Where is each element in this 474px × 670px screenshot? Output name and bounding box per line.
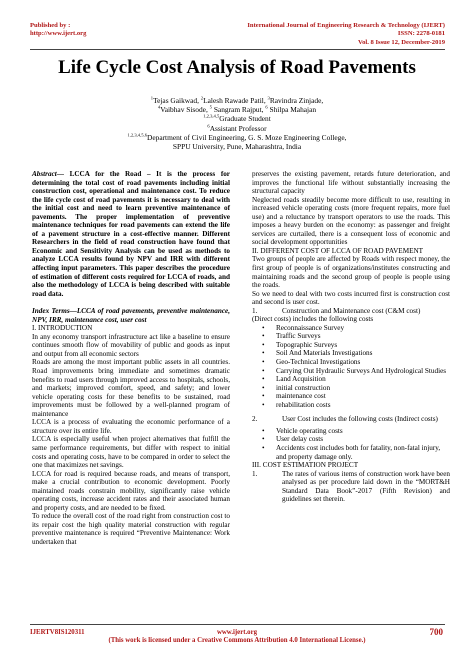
- author-name: Ravindra Zinjade,: [269, 96, 324, 105]
- paragraph: preserves the existing pavement, retards future deterioration, and improves the functional life without substantially increasing the structural capacity: [252, 170, 450, 196]
- journal-publisher-block: [30, 22, 86, 39]
- paragraph: So we need to deal with two costs incurred first is construction cost and second is user cost.: [252, 289, 450, 307]
- footer-url[interactable]: www.ijert.org: [216, 629, 257, 636]
- footer-center: [0, 629, 474, 646]
- author-name: Tejas Gaikwad,: [153, 96, 201, 105]
- paper-title: Life Cycle Cost Analysis of Road Pavements: [58, 57, 416, 78]
- footer-divider: [30, 624, 445, 625]
- item-number: 2.: [252, 415, 258, 424]
- license-note: (This work is licensed under a Creative Commons Attribution 4.0 International License.): [108, 637, 366, 645]
- paragraph: In any economy transport infrastructure act like a baseline to ensure continues smooth flow of movability of public and goods as input and output from all economic sectors: [32, 332, 230, 358]
- left-column: [32, 170, 230, 547]
- affil-text: Graduate Student: [219, 114, 271, 124]
- list-item: • Soil And Materials Investigations: [252, 349, 450, 358]
- affil-sup: 1,2,3,4,5,6: [127, 132, 147, 138]
- author-name: Sangram Rajput,: [211, 105, 266, 115]
- item-number: 1.: [252, 469, 258, 478]
- affil-sup: 5: [209, 104, 212, 110]
- author-block: [60, 96, 414, 151]
- list-item: • User delay costs: [252, 435, 450, 444]
- affil-sup: 4: [157, 104, 161, 110]
- affil-sup: 2: [200, 95, 204, 101]
- affil-sup: 1: [150, 95, 154, 101]
- affil-text: Department of Civil Engineering, G. S. Moze Engineering College,: [147, 132, 347, 142]
- published-by-label: Published by :: [30, 22, 71, 29]
- affil-sup: 1,2,3,4,5: [203, 113, 220, 119]
- affiliation-professor: [60, 124, 414, 133]
- list-item: • Geo-Technical Investigations: [252, 358, 450, 367]
- numbered-item-1: [252, 307, 450, 316]
- paragraph: Two groups of people are affected by Roads with respect money, the first group of people is of organizations/institutes constructing and maintaining roads and the second group of people is people using the roads.: [252, 255, 450, 290]
- journal-info-block: [247, 22, 445, 47]
- author-name: Lalesh Rawade Patil,: [203, 96, 268, 105]
- paragraph: LCCA is a process of evaluating the economic performance of a structure over its entire life.: [32, 418, 230, 435]
- affil-sup: 3: [267, 95, 270, 101]
- section-heading-introduction: I. INTRODUCTION: [32, 324, 93, 333]
- affiliation-graduate: [60, 114, 414, 123]
- index-terms: Index Terms—LCCA of road pavements, preventive maintenance, NPV, IRR, maintenance cost, user cost: [32, 307, 230, 324]
- item-text: Construction and Maintenance cost (C&M cost): [282, 306, 421, 315]
- paragraph: Roads are among the most important public assets in all countries. Road improvements bring immediate and sometimes dramatic benefits to road users through improved access to hospitals, schools, and markets; improved comfort, speed, and safety; and lower vehicle operating costs for these benefits to be sustained, road improvements must be followed by a well-planned program of maintenance: [32, 358, 230, 418]
- right-column: [252, 170, 450, 504]
- affiliation-department: [60, 133, 414, 142]
- bullet-list-direct: [252, 324, 450, 409]
- affiliation-university: SPPU University, Pune, Maharashtra, India: [172, 142, 302, 152]
- list-item: • Carrying Out Hydraulic Surveys And Hydrological Studies: [252, 367, 450, 376]
- issn: ISSN: 2278-0181: [397, 30, 445, 38]
- paragraph: Neglected roads steadily become more difficult to use, resulting in increased vehicle operating costs (more frequent repairs, more fuel use) and a reluctance by transport operators to use the roads. This imposes a heavy burden on the economy: as passenger and freight services are curtailed, there is a consequent loss of economic and social development opportunities: [252, 195, 450, 247]
- paragraph: LCCA is especially useful when project alternatives that fulfill the same performance requirements, but differ with respect to initial costs and operating costs, have to be compared in order to select the one that maximizes net savings.: [32, 435, 230, 470]
- author-name: Vaibhav Sisode,: [160, 105, 210, 115]
- list-item: • Reconnaissance Survey: [252, 324, 450, 333]
- item-text: The rates of various items of construction work have been analysed as per procedure laid down in the “MORT&H Standard Data Book”-2017 (Fifth Revision) and guidelines set therein.: [282, 469, 450, 504]
- journal-url[interactable]: http://www.ijert.org: [30, 30, 87, 38]
- list-item: • Vehicle operating costs: [252, 427, 450, 436]
- abstract-label: Abstract: [32, 170, 57, 178]
- list-item: • Topographic Surveys: [252, 341, 450, 350]
- author-name: Shilpa Mahajan: [267, 105, 317, 115]
- abstract: [32, 170, 230, 298]
- paragraph: LCCA for road is required because roads, and means of transport, make a crucial contribution to economic development. Poorly maintained roads constrain mobility, significantly raise vehicle operating costs, increase accident rates and their associated human and property costs, and are needed to be fixed.: [32, 469, 230, 512]
- bullet-list-user: [252, 427, 450, 461]
- numbered-item-2: [252, 415, 450, 424]
- journal-name: International Journal of Engineering Research & Technology (IJERT): [247, 22, 445, 29]
- numbered-item-3: [252, 470, 450, 504]
- paragraph: To reduce the overall cost of the road right from construction cost to its repair cost the high quality material construction with regular preventive maintenance is required “Preventive Maintenance: Work undertaken that: [32, 512, 230, 546]
- list-item: • maintenance cost: [252, 392, 450, 401]
- paper-id: IJERTV8IS120311: [30, 629, 85, 636]
- volume-issue: Vol. 8 Issue 12, December-2019: [357, 38, 445, 46]
- list-item: • Land Acquisition: [252, 375, 450, 384]
- page-number: 700: [429, 627, 443, 637]
- list-item: • initial construction: [252, 384, 450, 393]
- item-text: User Cost includes the following costs (Indirect costs): [282, 415, 438, 424]
- section-heading-estimation: III. COST ESTIMATION PROJECT: [252, 461, 359, 470]
- author-line-1: [60, 96, 414, 105]
- abstract-text: — LCCA for the Road – It is the process for determining the total cost of road pavements including initial construction cost, operational and maintenance cost. To reduce the life cycle cost of road pavements it is necessary to deal with the initial cost and need to learn preventive maintenance of pavements. The proper implementation of preventive maintenance techniques for road pavements can extend the life of a pavement structure in a cost-effective manner. Different Researchers in the field of road construction have found that Economic and Sensitivity Analysis can be used as methods to analyze LCCA results found by NPV and IRR with different affecting input parameters. This paper describes the procedure of estimation of different costs required for LCCA of roads, and also the methodology of LCCA is being described with suitable road data.: [32, 170, 230, 298]
- affil-sup: 6: [265, 104, 268, 110]
- section-heading-costs: II. DIFFERENT COST OF LCCA OF ROAD PAVEMENT: [252, 246, 424, 255]
- item-number: 1.: [252, 306, 258, 315]
- affil-text: Assistant Professor: [209, 123, 267, 133]
- direct-costs-line: (Direct costs) includes the following costs: [252, 315, 374, 324]
- affil-sup: 6: [207, 123, 210, 129]
- header-divider: [30, 49, 445, 50]
- list-item: • rehabilitation costs: [252, 401, 450, 410]
- list-item: • Traffic Surveys: [252, 332, 450, 341]
- list-item: • Accidents cost includes both for fatality, non-fatal injury, and property damage only.: [252, 444, 450, 461]
